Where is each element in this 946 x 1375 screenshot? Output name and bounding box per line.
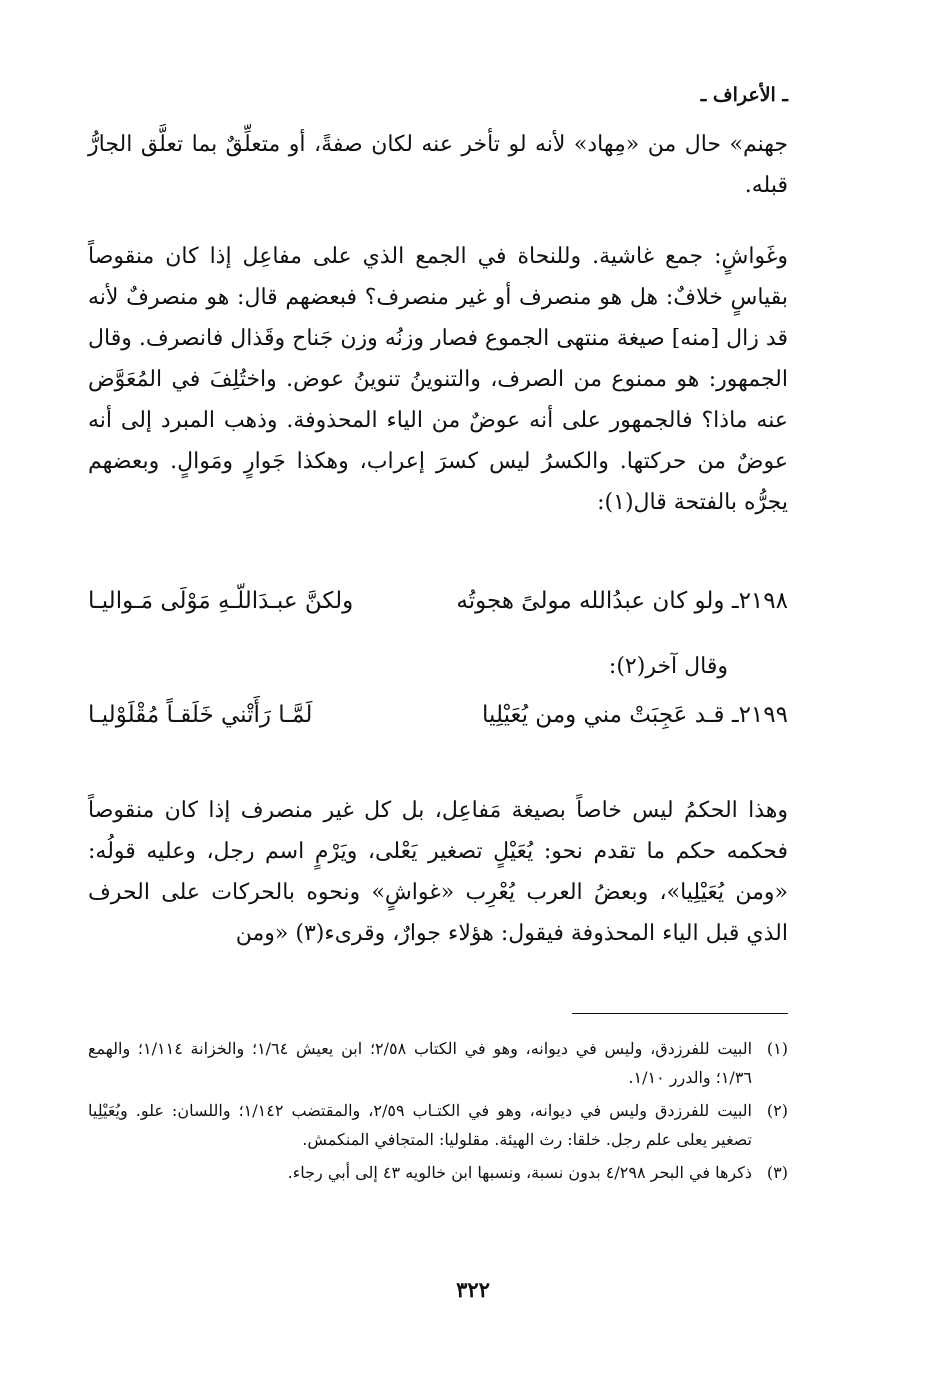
page-number: ٣٢٢ bbox=[456, 1277, 490, 1302]
verse-second-hemistich: لَمَّـا رَأَتْني خَلَقـاً مُقْلَوْليـا bbox=[88, 702, 313, 728]
body-paragraph-2 bbox=[88, 236, 788, 523]
paragraph-text: وغَواشٍ: جمع غاشية. وللنحاة في الجمع الذي على مفاعِل إذا كان منقوصاً بقياسٍ خلافٌ: هل هو منصرف أو غير منصرف؟ فبعضهم قال: هو منصرفٌ لأنه قد زال [منه] صيغة منتهى الجموع فصار وزنُه وزن جَناح وقَذال فانصرف. وقال الجمهور: هو ممنوع من الصرف، والتنوينُ تنوينُ عوض. واختُلِفَ في المُعَوَّض عنه ماذا؟ فالجمهور على أنه عوضٌ من الياء المحذوفة. وذهب المبرد إلى أنه عوضٌ من حركتها. والكسرُ ليس كسرَ إعراب، وهكذا جَوارٍ ومَوالٍ. وبعضهم يجرُّه بالفتحة قال(١): bbox=[88, 244, 789, 515]
footnote-separator bbox=[572, 1013, 788, 1014]
footnote-2 bbox=[88, 1096, 788, 1154]
verse-number: ٢١٩٩ـ bbox=[731, 702, 788, 728]
verse-number: ٢١٩٨ـ bbox=[731, 588, 788, 614]
body-paragraph-3 bbox=[88, 790, 788, 954]
verse-first-hemistich bbox=[482, 702, 788, 728]
footnote-text: البيت للفرزدق وليس في ديوانه، وهو في الكتـاب ٢/٥٩، والمقتضب ١/١٤٢؛ واللسان: علو. ويُعَيْلِيا تصغير يعلى علم رجل. خلقا: رث الهيئة. مقلوليا: المتجافي المنكمش. bbox=[88, 1101, 753, 1149]
footnote-number: (٣) bbox=[766, 1163, 788, 1182]
verse-first-hemistich bbox=[456, 588, 788, 614]
footnote-1 bbox=[88, 1034, 788, 1092]
verse-second-hemistich: ولكنَّ عبـدَاللّـهِ مَوْلَى مَـواليـا bbox=[88, 588, 354, 614]
footnote-3 bbox=[88, 1158, 788, 1187]
poetry-verse-2199 bbox=[88, 702, 788, 744]
paragraph-text: جهنم» حال من «مِهاد» لأنه لو تأخر عنه لكان صفةً، أو متعلِّقٌ بما تعلَّق الجارُّ قبله. bbox=[88, 132, 788, 198]
running-header: ـ الأعراف ـ bbox=[700, 84, 788, 106]
body-paragraph-1 bbox=[88, 124, 788, 206]
footnote-number: (٢) bbox=[766, 1101, 788, 1120]
footnotes bbox=[88, 1034, 788, 1191]
verse-first-half-text: قـد عَجِبَتْ مني ومن يُعَيْلِيا bbox=[482, 702, 725, 728]
verse-introduction: وقال آخر(٢): bbox=[608, 654, 728, 679]
footnote-text: ذكرها في البحر ٤/٢٩٨ بدون نسبة، ونسبها ابن خالويه ٤٣ إلى أبي رجاء. bbox=[287, 1163, 752, 1182]
footnote-number: (١) bbox=[766, 1039, 788, 1058]
verse-first-half-text: ولو كان عبدُالله مولىً هجوتُه bbox=[456, 588, 725, 614]
poetry-verse-2198 bbox=[88, 588, 788, 630]
footnote-text: البيت للفرزدق، وليس في ديوانه، وهو في الكتاب ٢/٥٨؛ ابن يعيش ١/٦٤؛ والخزانة ١/١١٤؛ والهمع ١/٣٦؛ والدرر ١/١٠. bbox=[88, 1039, 753, 1087]
paragraph-text: وهذا الحكمُ ليس خاصاً بصيغة مَفاعِل، بل كل غير منصرف إذا كان منقوصاً فحكمه حكم ما تقدم نحو: يُعَيْلٍ تصغير يَعْلى، ويَرْمٍ اسم رجل، وعليه قولُه: «ومن يُعَيْلِيا»، وبعضُ العرب يُعْرِب «غواشٍ» ونحوه بالحركات على الحرف الذي قبل الياء المحذوفة فيقول: هؤلاء جوارٌ، وقرىء(٣) «ومن bbox=[88, 798, 788, 946]
